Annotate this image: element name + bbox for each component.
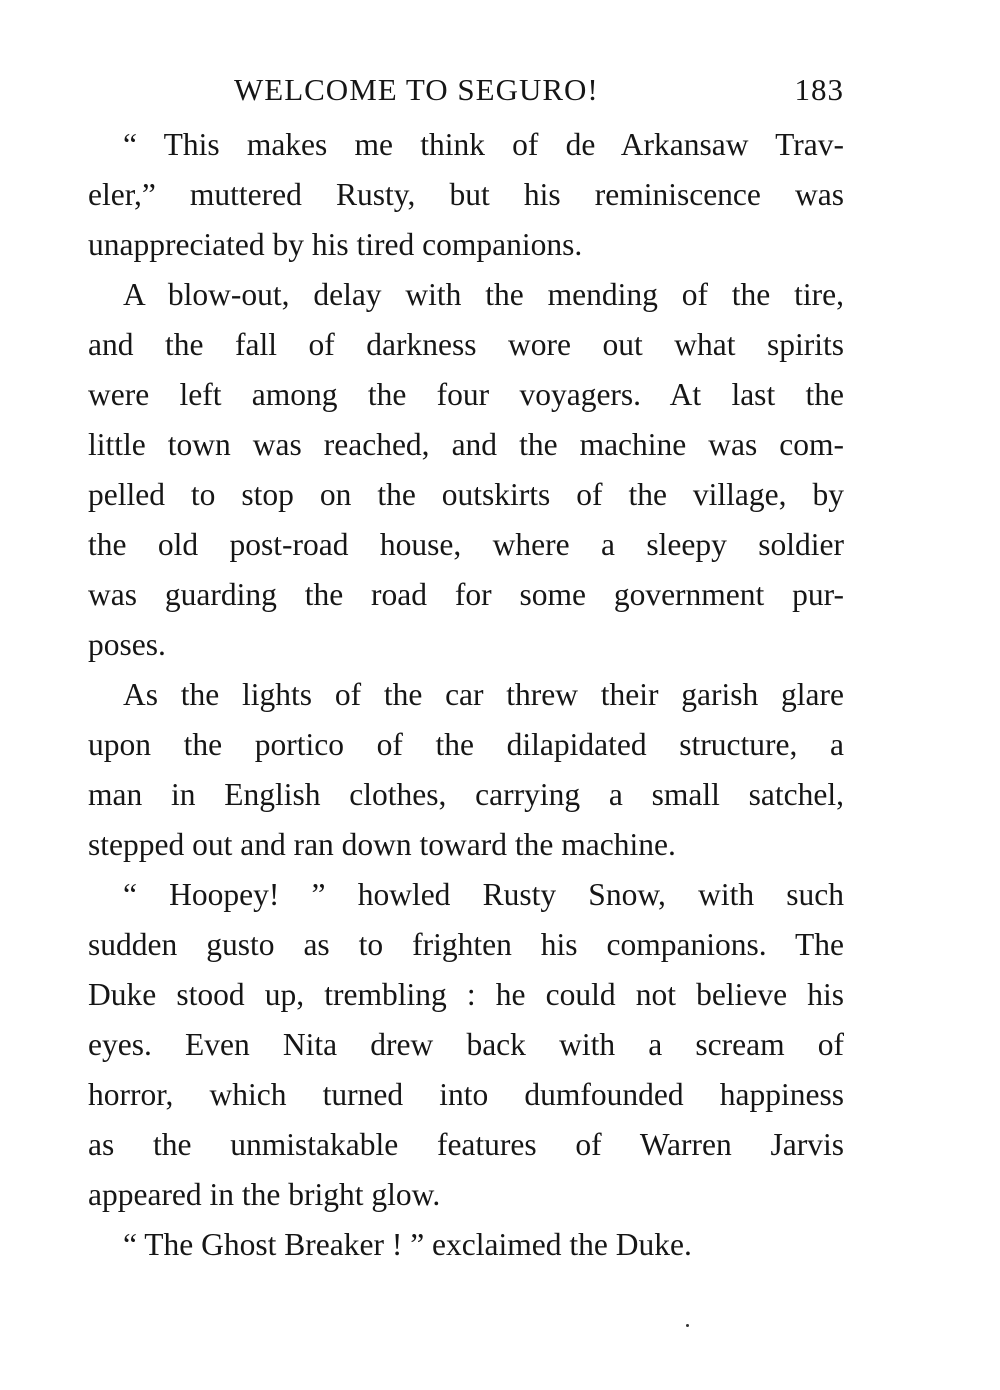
text-line: poses. <box>88 627 166 662</box>
paragraph <box>88 1220 844 1270</box>
text-line: little town was reached, and the machine was com- <box>88 427 844 462</box>
text-line: upon the portico of the dilapidated structure, a <box>88 727 844 762</box>
text-line: As the lights of the car threw their garish glare <box>123 677 844 712</box>
text-line: were left among the four voyagers. At last the <box>88 377 844 412</box>
text-line: “ The Ghost Breaker ! ” exclaimed the Duke. <box>123 1227 692 1262</box>
paragraph <box>88 270 844 670</box>
book-page <box>88 64 844 1270</box>
printer-mark-dot <box>686 1324 689 1327</box>
text-line: was guarding the road for some government pur- <box>88 577 844 612</box>
text-line: Duke stood up, trembling : he could not believe his <box>88 977 844 1012</box>
paragraph <box>88 120 844 270</box>
paragraph <box>88 670 844 870</box>
page-number: 183 <box>794 72 844 107</box>
text-line: eyes. Even Nita drew back with a scream of <box>88 1027 844 1062</box>
text-line: as the unmistakable features of Warren Jarvis <box>88 1127 844 1162</box>
text-line: sudden gusto as to frighten his companions. The <box>88 927 844 962</box>
chapter-title: WELCOME TO SEGURO! <box>234 72 599 107</box>
text-line: A blow-out, delay with the mending of the tire, <box>123 277 844 312</box>
text-line: appeared in the bright glow. <box>88 1177 441 1212</box>
running-head <box>88 64 844 120</box>
text-line: eler,” muttered Rusty, but his reminiscence was <box>88 177 844 212</box>
text-line: “ This makes me think of de Arkansaw Trav- <box>123 127 844 162</box>
paragraph <box>88 870 844 1220</box>
text-line: pelled to stop on the outskirts of the village, by <box>88 477 844 512</box>
text-line: stepped out and ran down toward the machine. <box>88 827 676 862</box>
text-line: and the fall of darkness wore out what spirits <box>88 327 844 362</box>
text-line: the old post-road house, where a sleepy soldier <box>88 527 844 562</box>
text-line: “ Hoopey! ” howled Rusty Snow, with such <box>123 877 844 912</box>
text-line: unappreciated by his tired companions. <box>88 227 583 262</box>
text-line: man in English clothes, carrying a small satchel, <box>88 777 844 812</box>
text-line: horror, which turned into dumfounded happiness <box>88 1077 844 1112</box>
